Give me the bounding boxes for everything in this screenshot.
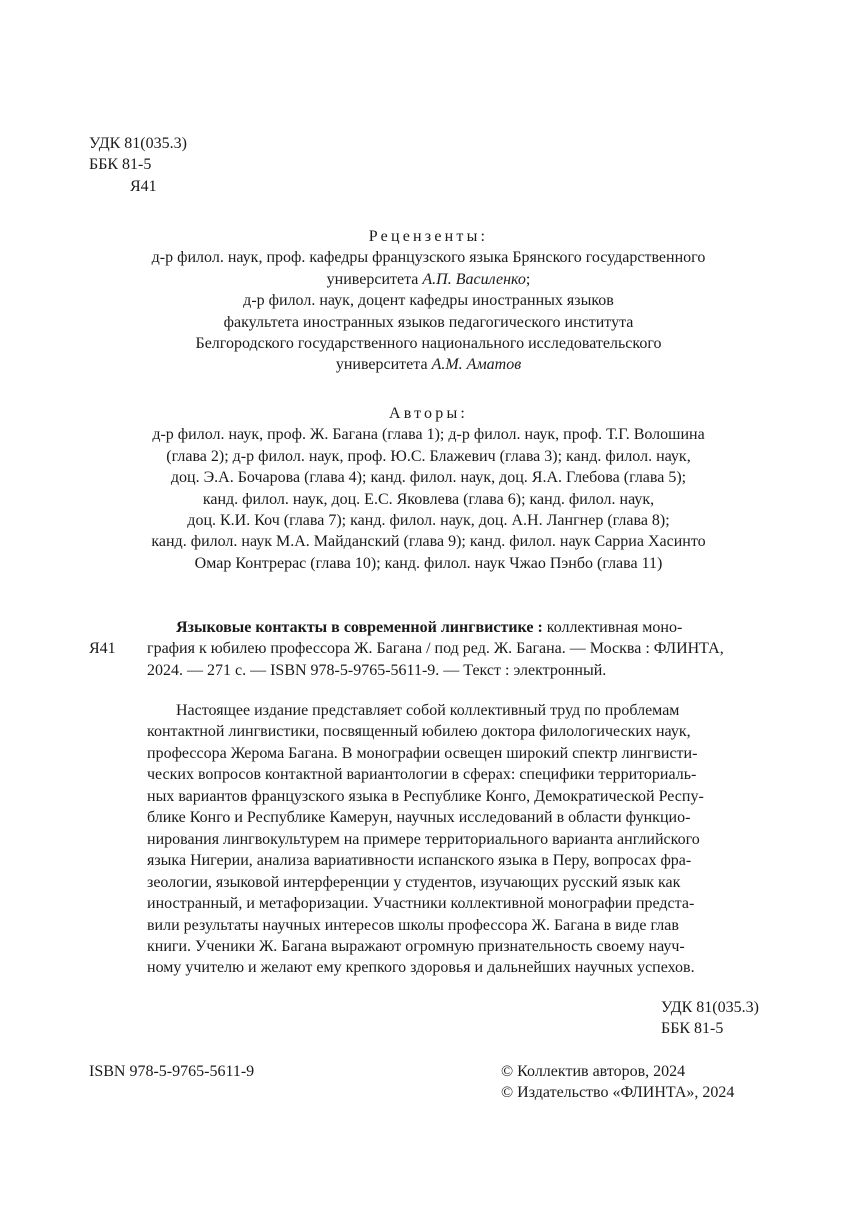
authors-line: канд. филол. наук, доц. Е.С. Яковлева (глава 6); канд. филол. наук, (202, 490, 655, 508)
footer-classification (661, 997, 759, 1040)
reviewer-line: Белгородского государственного национального исследовательского (195, 335, 662, 353)
authors-line: канд. филол. наук М.А. Майданский (глава 9); канд. филол. наук Сарриа Хасинто (151, 533, 706, 551)
abstract-line: контактной лингвистики, посвященный юбилею доктора филологических наук, (147, 723, 691, 741)
abstract-line: ному учителю и желают ему крепкого здоровья и дальнейших научных успехов. (147, 959, 695, 977)
abstract-line: языка Нигерии, анализа вариативности испанского языка в Перу, вопросах фра- (147, 852, 692, 870)
udk-code: УДК 81(035.3) (89, 135, 187, 152)
reviewer-name: А.М. Аматов (431, 356, 522, 374)
bib-line: графия к юбилею профессора Ж. Багана / под ред. Ж. Багана. — Москва : ФЛИНТА, (147, 640, 724, 658)
authors-heading: Авторы: (388, 405, 469, 422)
reviewer-line: д-р филол. наук, проф. кафедры французского языка Брянского государственного (151, 249, 706, 267)
abstract-line: нирования лингвокультурем на примере территориального варианта английского (147, 830, 700, 848)
bib-line: Языковые контакты в современной лингвистике : коллективная моно- (176, 619, 683, 636)
authors-line: (глава 2); д-р филол. наук, проф. Ю.С. Блажевич (глава 3); канд. филол. наук, (166, 447, 691, 465)
bbk-code: ББК 81-5 (89, 156, 152, 174)
authors-line: доц. Э.А. Бочарова (глава 4); канд. филол. наук, доц. Я.А. Глебова (глава 5); (170, 469, 687, 487)
abstract-line: вили результаты научных интересов школы профессора Ж. Багана в виде глав (147, 916, 679, 934)
copyright-authors: © Коллектив авторов, 2024 (501, 1063, 686, 1080)
reviewer-line: факультета иностранных языков педагогического института (223, 313, 634, 331)
abstract-line: профессора Жерома Багана. В монографии освещен широкий спектр лингвисти- (147, 744, 698, 762)
abstract-line: Настоящее издание представляет собой коллективный труд по проблемам (176, 702, 680, 719)
footer-udk: УДК 81(035.3) (661, 999, 759, 1016)
abstract-line: ческих вопросов контактной вариантологии в сферах: специфики территориаль- (147, 766, 697, 784)
book-title: Языковые контакты в современной лингвистике : (176, 619, 543, 636)
reviewers-heading: Рецензенты: (368, 228, 489, 245)
copyright-publisher: © Издательство «ФЛИНТА», 2024 (501, 1084, 735, 1102)
classification-block (89, 133, 187, 197)
bib-author-mark: Я41 (89, 640, 116, 657)
footer-bbk: ББК 81-5 (661, 1020, 724, 1038)
authors-line: д-р филол. наук, проф. Ж. Багана (глава 1); д-р филол. наук, проф. Т.Г. Волошина (152, 426, 705, 444)
isbn: ISBN 978-5-9765-5611-9 (89, 1063, 255, 1080)
author-mark: Я41 (130, 177, 157, 195)
abstract-line: блике Конго и Республике Камерун, научных исследований в области функцио- (147, 809, 691, 827)
reviewer-line: д-р филол. наук, доцент кафедры иностранных языков (243, 292, 614, 310)
abstract-line: зеологии, языковой интерференции у студентов, изучающих русский язык как (147, 873, 681, 891)
authors-line: Омар Контрерас (глава 10); канд. филол. наук Чжао Пэнбо (глава 11) (194, 554, 663, 572)
reviewer-line: университета А.М. Аматов (335, 356, 522, 374)
authors-section (0, 403, 857, 574)
abstract-line: иностранный, и метафоризации. Участники коллективной монографии предста- (147, 895, 695, 913)
reviewer-line: университета А.П. Василенко; (326, 270, 531, 288)
abstract-line: ных вариантов французского языка в Республике Конго, Демократической Респу- (147, 787, 704, 805)
copyright-block (501, 1061, 734, 1104)
abstract (147, 700, 704, 979)
bibliographic-record (147, 617, 724, 681)
abstract-line: книги. Ученики Ж. Багана выражают огромную признательность своему науч- (147, 937, 685, 955)
reviewers-section (0, 226, 857, 376)
bib-line: 2024. — 271 с. — ISBN 978-5-9765-5611-9. — Текст : электронный. (147, 661, 607, 679)
authors-line: доц. К.И. Коч (глава 7); канд. филол. наук, доц. А.Н. Лангнер (глава 8); (187, 512, 670, 530)
reviewer-name: А.П. Василенко (422, 270, 526, 288)
